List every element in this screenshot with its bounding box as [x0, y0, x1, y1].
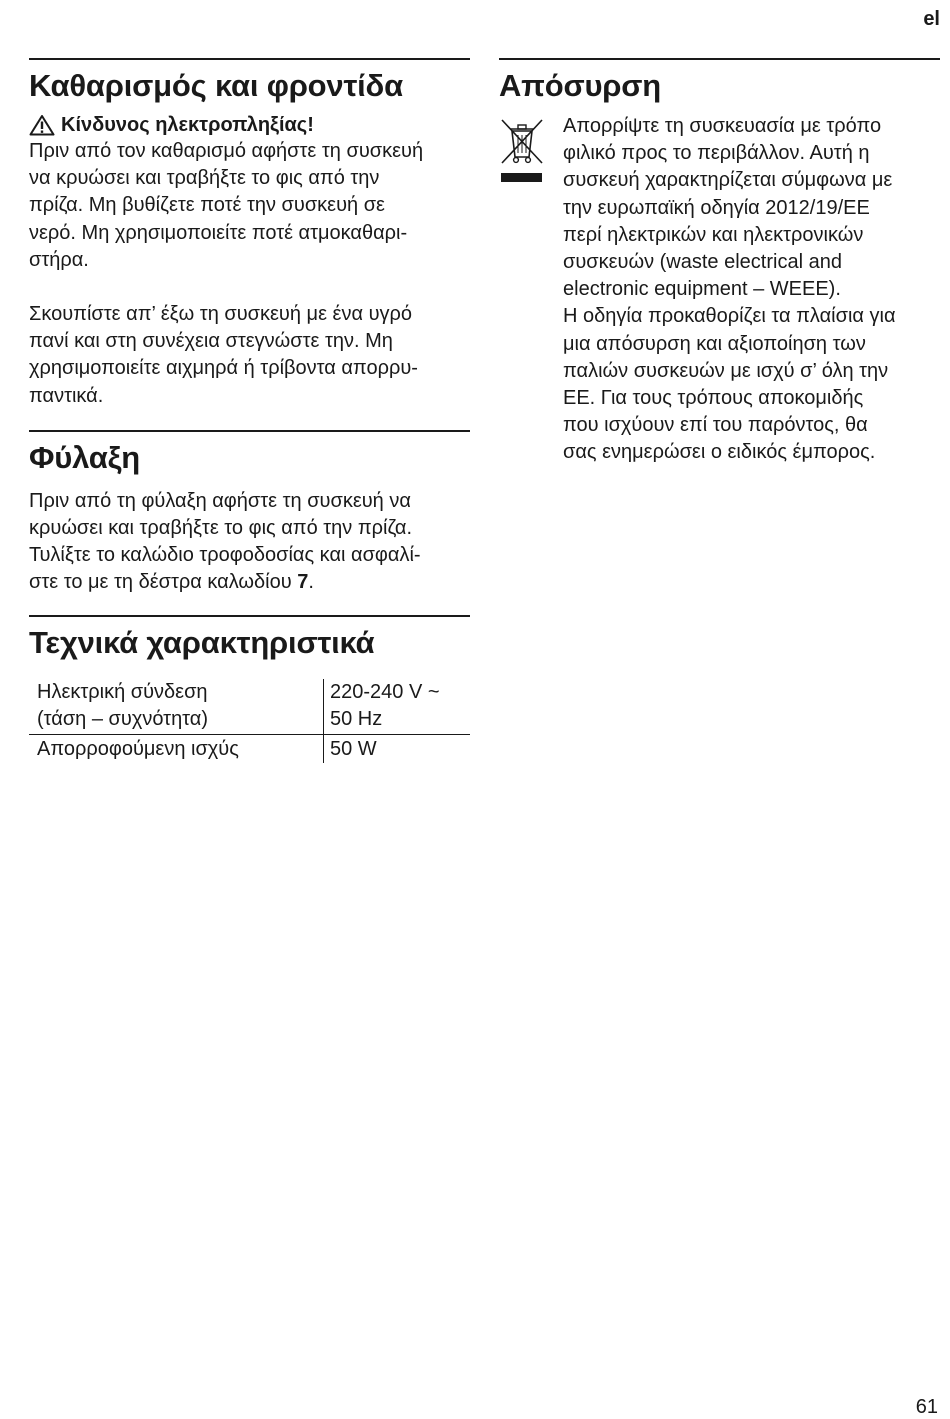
language-code: el [923, 8, 940, 30]
storage-section [29, 430, 470, 597]
disposal-title: Απόσυρση [499, 68, 662, 103]
disposal-body [499, 113, 940, 467]
table-row [29, 734, 470, 763]
table-row [29, 679, 470, 735]
spec-value: 220-240 V ~ 50 Hz [324, 679, 471, 735]
weee-symbol [499, 113, 563, 467]
warning-label: Κίνδυνος ηλεκτροπληξίας! [61, 114, 314, 136]
disposal-text: Απορρίψτε τη συσκευασία με τρόπο φιλικό προς το περιβάλλον. Αυτή η συσκευή χαρακτηρίζεται σύμφωνα με την ευρωπαϊκή οδηγία 2012/19/EE περί ηλεκτρικών και ηλεκτρονικών συσκευών (waste electrical and electronic equipment – WEEE). Η οδηγία προκαθορίζει τα πλαίσια για μια απόσυρση και αξιοποίηση των παλιών συσκευών με ισχύ σ’ όλη την ΕΕ. Για τους τρόπους αποκομιδής που ισχύουν επί του παρόντος, θα σας ενημερώσει ο ειδικός έμπορος. [563, 115, 896, 464]
spec-label: Ηλεκτρική σύνδεση (τάση – συχνότητα) [37, 680, 209, 730]
electric-shock-warning [29, 112, 470, 138]
spec-value: 50 W [324, 734, 471, 763]
warning-text: Πριν από τον καθαρισμό αφήστε τη συσκευή να κρυώσει και τραβήξτε το φις από την πρίζα. Μη βυθίζετε ποτέ την συσκευή σε νερό. Μη χρησιμοποιείτε ποτέ ατμοκαθαρι- στήρα. [29, 140, 424, 271]
disposal-section [499, 58, 940, 467]
page-number: 61 [915, 1396, 938, 1418]
technical-section [29, 615, 470, 763]
wipe-instructions: Σκουπίστε απ’ έξω τη συσκευή με ένα υγρό πανί και στη συνέχεια στεγνώστε την. Μη χρησιμοποιείτε αιχμηρά ή τρίβοντα απορρυ- παντικά. [29, 303, 418, 407]
spec-label: Απορροφούμενη ισχύς [29, 734, 324, 763]
storage-title: Φύλαξη [29, 439, 140, 475]
storage-text: Πριν από τη φύλαξη αφήστε τη συσκευή να κρυώσει και τραβήξτε το φις από την πρίζα. Τυλίξτε το καλώδιο τροφοδοσίας και ασφαλί- στε το με τη δέστρα καλωδίου 7. [29, 489, 421, 594]
cleaning-title: Καθαρισμός και φροντίδα [29, 68, 403, 103]
left-column [29, 58, 470, 763]
specs-table [29, 679, 470, 763]
right-column [499, 58, 940, 467]
technical-title: Τεχνικά χαρακτηριστικά [29, 624, 375, 660]
cleaning-section [29, 58, 470, 410]
warning-triangle-icon [29, 114, 55, 136]
weee-crossed-bin-icon [499, 117, 545, 187]
cable-clip-reference: 7 [297, 571, 309, 594]
